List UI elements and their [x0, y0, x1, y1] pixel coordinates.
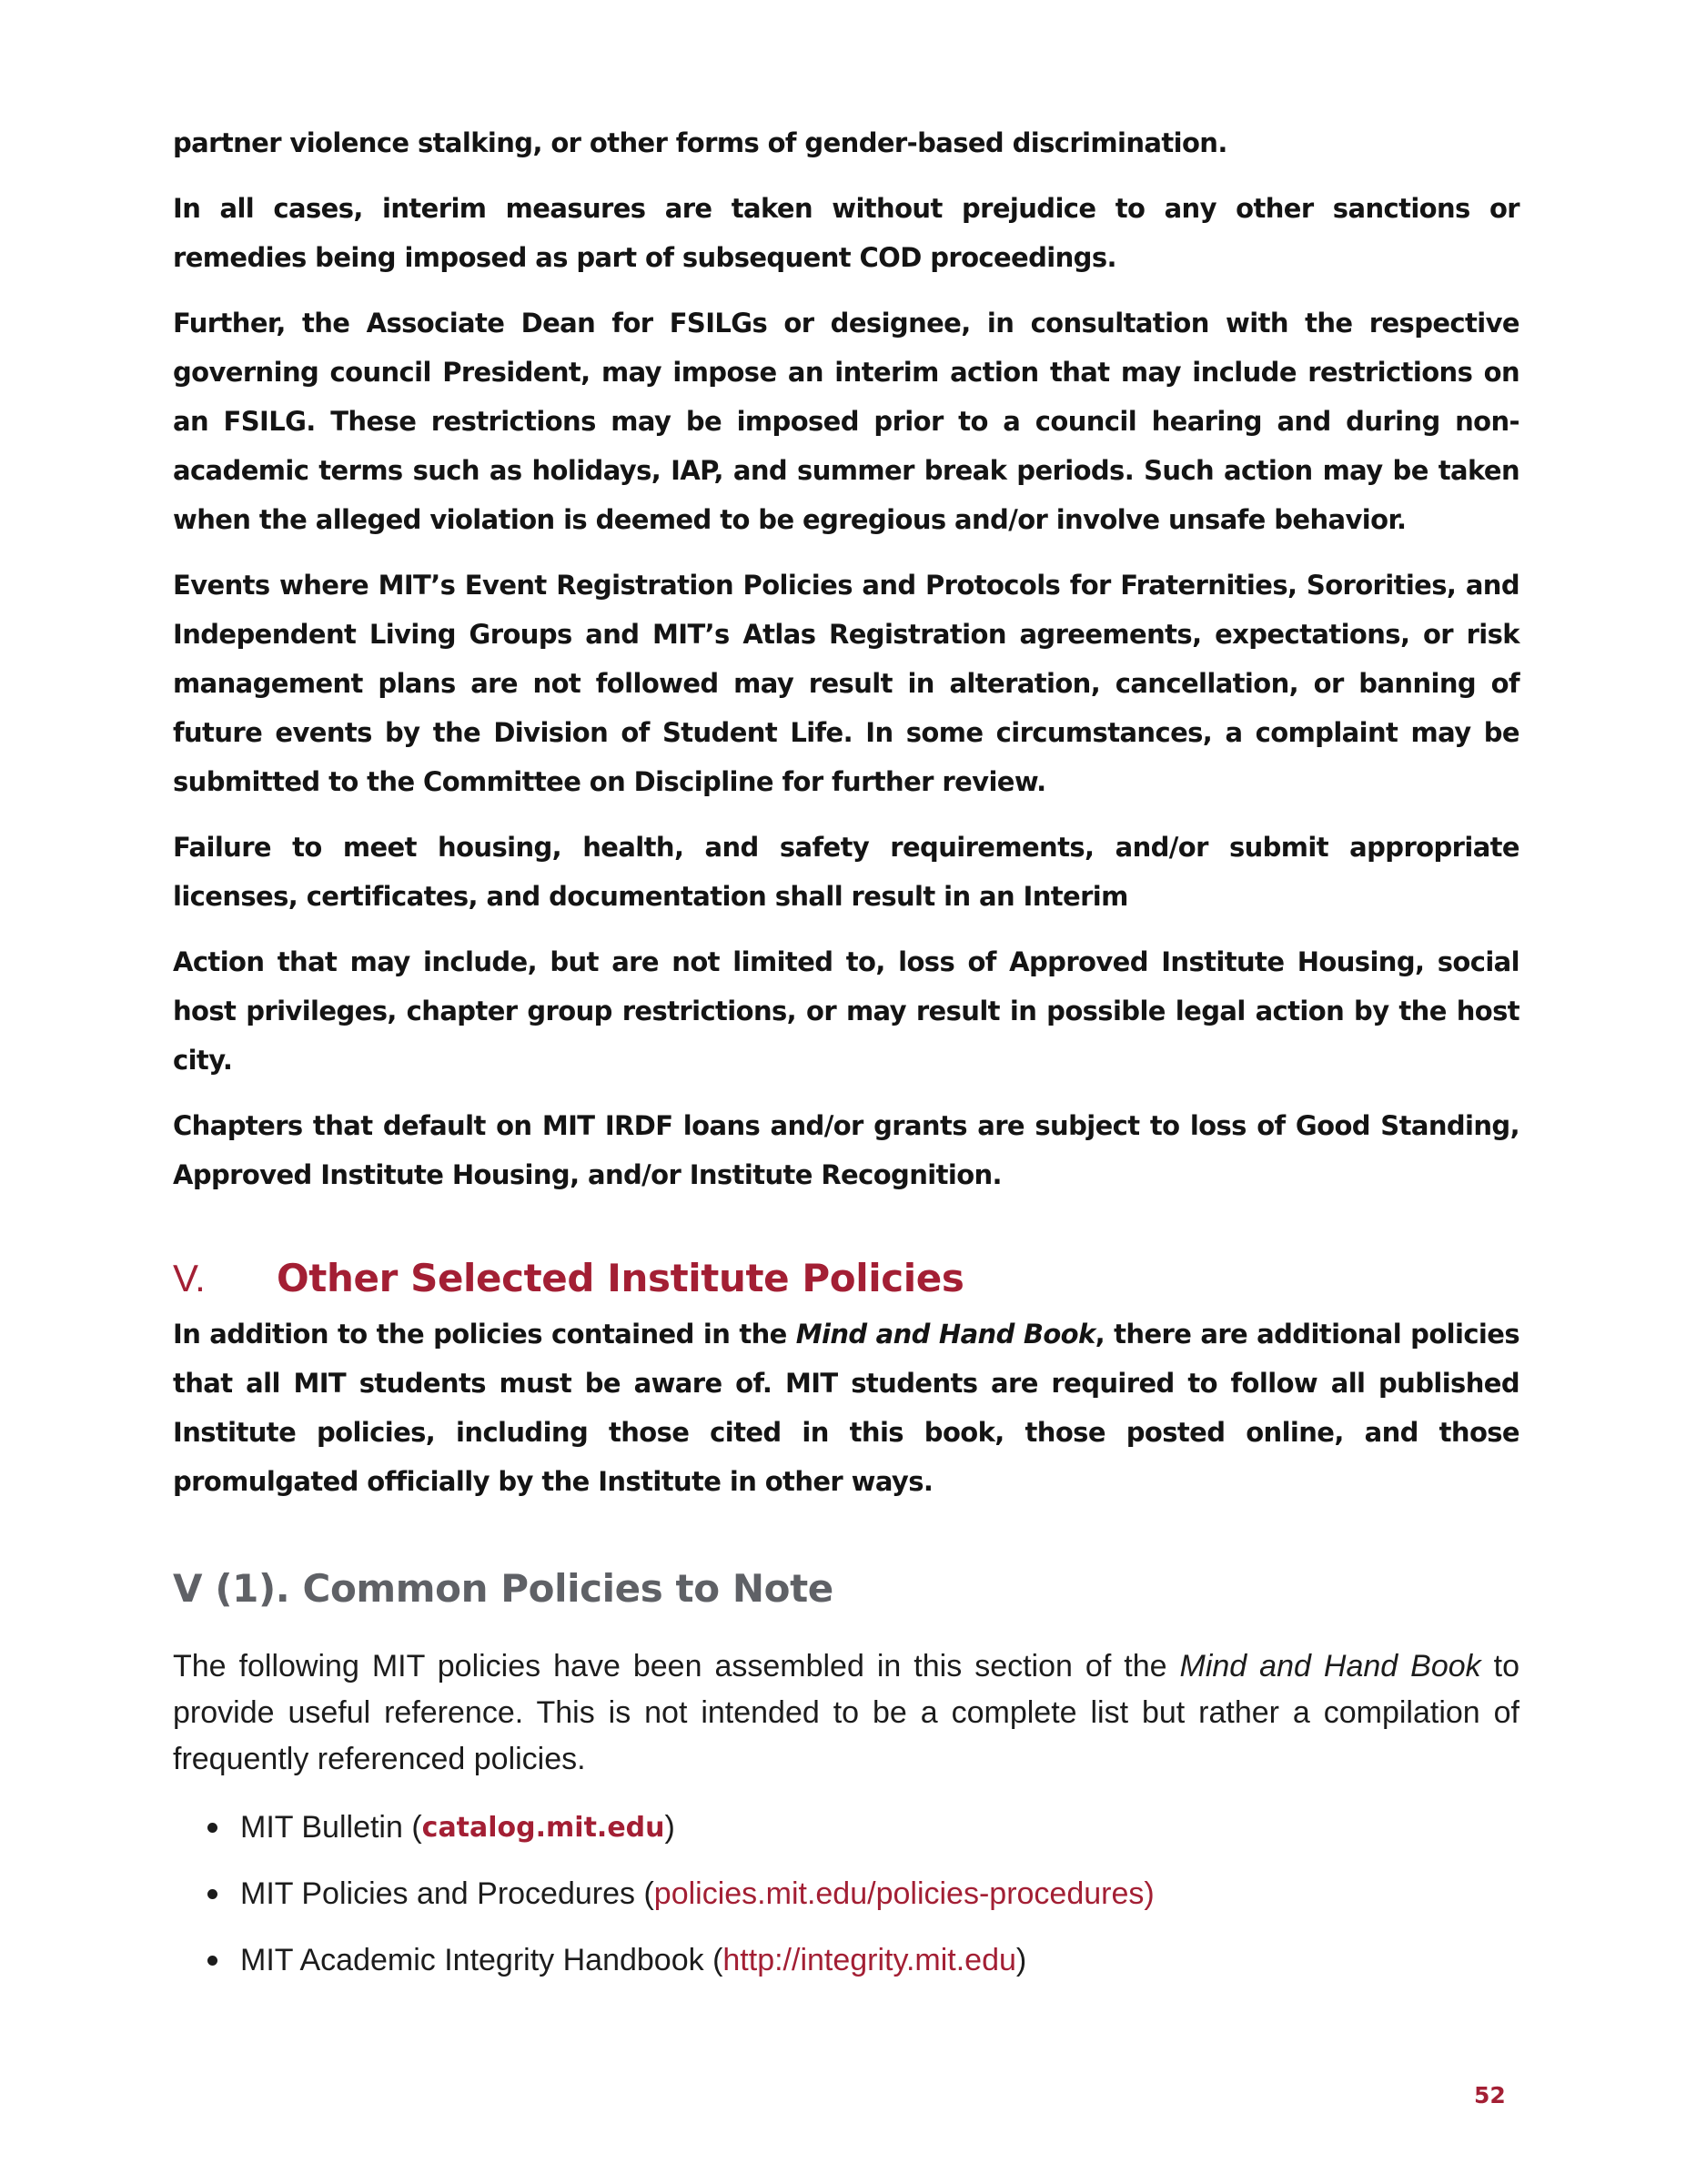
- document-page: [173, 118, 1519, 2004]
- subsection-paragraph: [173, 1643, 1519, 1783]
- list-item-label: MIT Bulletin (: [240, 1810, 422, 1845]
- section-intro-text: , there are additional policies that all MIT students must be aware of. MIT students are required to follow all published Institute policies, including those cited in this book, those posted online, and those promulgated officially by the Institute in other ways.: [173, 1319, 1519, 1497]
- list-item-suffix: ): [664, 1810, 675, 1845]
- section-intro-text: In addition to the policies contained in the: [173, 1319, 796, 1350]
- list-item-label: MIT Policies and Procedures (: [240, 1876, 654, 1911]
- catalog-link[interactable]: catalog.mit.edu: [421, 1812, 665, 1844]
- section-number: V.: [173, 1257, 206, 1299]
- list-item-label: MIT Academic Integrity Handbook (: [240, 1943, 723, 1977]
- subsection-title: V (1). Common Policies to Note: [173, 1566, 833, 1611]
- section-title: Other Selected Institute Policies: [277, 1256, 964, 1300]
- section-intro-paragraph: [173, 1309, 1519, 1506]
- bullet-icon: [207, 1823, 217, 1833]
- subsection-text: to provide useful reference. This is not intended to be a complete list but rather a compilation of frequently referenced policies.: [173, 1649, 1519, 1776]
- page-number: 52: [1474, 2082, 1506, 2108]
- list-item: [207, 1805, 1519, 1851]
- book-title: Mind and Hand Book: [1179, 1649, 1481, 1684]
- paragraph-interim-measures: In all cases, interim measures are taken without prejudice to any other sanctions or remedies being imposed as part of subsequent COD proceedings.: [173, 193, 1519, 273]
- list-item-suffix: ): [1015, 1943, 1027, 1977]
- paragraph-event-registration: Events where MIT’s Event Registration Policies and Protocols for Fraternities, Sororities, and Independent Living Groups and MIT’s Atlas Registration agreements, expectations, or risk management plans are not followed may result in alteration, cancellation, or banning of future events by the Division of Student Life. In some circumstances, a complaint may be submitted to the Committee on Discipline for further review.: [173, 570, 1519, 797]
- paragraph-interim-action: Action that may include, but are not limited to, loss of Approved Institute Housing, social host privileges, chapter group restrictions, or may result in possible legal action by the host city.: [173, 946, 1519, 1076]
- book-title: Mind and Hand Book: [795, 1319, 1095, 1350]
- paragraph-irdf-loans: Chapters that default on MIT IRDF loans and/or grants are subject to loss of Good Standing, Approved Institute Housing, and/or Institute Recognition.: [173, 1110, 1519, 1190]
- paragraph-fsilg-restrictions: Further, the Associate Dean for FSILGs or designee, in consultation with the respective governing council President, may impose an interim action that may include restrictions on an FSILG. These restrictions may be imposed prior to a council hearing and during non-academic terms such as holidays, IAP, and summer break periods. Such action may be taken when the alleged violation is deemed to be egregious and/or involve unsafe behavior.: [173, 308, 1519, 535]
- section-heading: [173, 1256, 1519, 1300]
- list-item: [207, 1937, 1519, 1984]
- paragraph-housing-requirements: Failure to meet housing, health, and safety requirements, and/or submit appropriate licenses, certificates, and documentation shall result in an Interim: [173, 832, 1519, 912]
- subsection-text: The following MIT policies have been assembled in this section of the: [173, 1649, 1180, 1684]
- list-item: [207, 1871, 1519, 1917]
- policy-link-list: [173, 1805, 1519, 1984]
- paragraph-gender-discrimination: partner violence stalking, or other forms of gender-based discrimination.: [173, 127, 1227, 158]
- policies-procedures-link[interactable]: policies.mit.edu/policies-procedures): [653, 1876, 1155, 1911]
- bullet-icon: [207, 1956, 217, 1966]
- integrity-handbook-link[interactable]: http://integrity.mit.edu: [722, 1943, 1016, 1977]
- bullet-icon: [207, 1889, 217, 1899]
